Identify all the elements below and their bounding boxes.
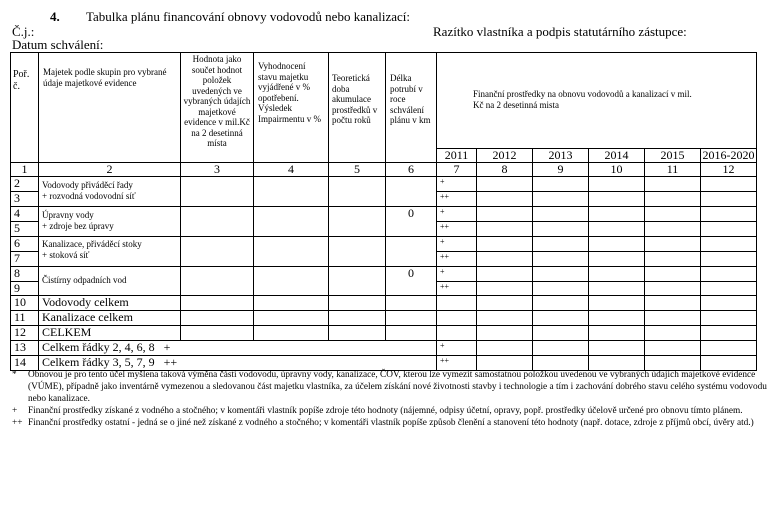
- source-mark: +: [437, 237, 477, 252]
- col-number: 5: [329, 163, 386, 177]
- col-number: 10: [589, 163, 645, 177]
- table-cell: [386, 311, 437, 326]
- year-2011: 2011: [437, 149, 477, 163]
- table-cell: [533, 296, 589, 311]
- table-cell: [533, 207, 589, 222]
- table-title: Tabulka plánu financování obnovy vodovodů nebo kanalizací:: [86, 9, 410, 24]
- table-cell: [533, 252, 589, 267]
- table-cell: [477, 207, 533, 222]
- total-water-label: Vodovody celkem: [39, 296, 181, 311]
- table-cell: [533, 341, 589, 356]
- asset-label: Kanalizace, přiváděcí stoky: [42, 239, 142, 249]
- table-cell: [329, 237, 386, 267]
- table-cell: [254, 237, 329, 267]
- table-cell: [645, 192, 701, 207]
- table-cell: [477, 296, 533, 311]
- col-number: 3: [181, 163, 254, 177]
- col-number: 2: [39, 163, 181, 177]
- table-cell: [181, 267, 254, 296]
- table-cell: [701, 296, 757, 311]
- asset-sewerage: [39, 237, 181, 267]
- table-cell: [533, 267, 589, 282]
- table-cell: [645, 267, 701, 282]
- table-cell: [533, 311, 589, 326]
- table-cell: [701, 192, 757, 207]
- footnote: [12, 369, 772, 405]
- asset-water-treatment: [39, 207, 181, 237]
- table-cell: [645, 237, 701, 252]
- row-number: 10: [11, 296, 39, 311]
- row-number: 8: [11, 267, 39, 282]
- table-cell: [645, 311, 701, 326]
- table-cell: [254, 326, 329, 341]
- col-header-value: Hodnota jako součet hodnot položek uvedených ve vybraných údajích majetkové evidence v mil.Kč na 2 desetinná místa: [181, 53, 254, 163]
- sum-rows-plus-label: Celkem řádky 2, 4, 6, 8 +: [39, 341, 437, 356]
- asset-water-supply: [39, 177, 181, 207]
- table-cell: [533, 282, 589, 296]
- row-number: 2: [11, 177, 39, 192]
- source-mark: ++: [437, 192, 477, 207]
- year-2014: 2014: [589, 149, 645, 163]
- row-number: 3: [11, 192, 39, 207]
- table-cell: [645, 222, 701, 237]
- table-cell: [645, 282, 701, 296]
- table-cell: [329, 177, 386, 207]
- table-cell: [701, 177, 757, 192]
- table-cell: [254, 311, 329, 326]
- asset-label: Úpravny vody: [42, 210, 94, 220]
- table-cell: [254, 296, 329, 311]
- table-cell: [645, 252, 701, 267]
- table-cell: [477, 267, 533, 282]
- col-header-condition: Vyhodnocení stavu majetku vyjádřené v % opotřebení. Výsledek Impairmentu v %: [254, 53, 329, 163]
- table-cell: [533, 222, 589, 237]
- table-cell: [645, 177, 701, 192]
- table-cell: [701, 311, 757, 326]
- table-cell: [589, 252, 645, 267]
- table-cell: [477, 341, 533, 356]
- asset-label: + zdroje bez úpravy: [42, 220, 114, 231]
- table-cell: [589, 237, 645, 252]
- table-cell: [589, 177, 645, 192]
- approval-date-label: Datum schválení:: [12, 37, 104, 52]
- table-cell: [533, 326, 589, 341]
- asset-label: Vodovody přiváděcí řady: [42, 180, 133, 190]
- footnote-mark: +: [12, 406, 18, 416]
- table-cell: [254, 267, 329, 296]
- table-cell: [701, 222, 757, 237]
- footnote-text: Finanční prostředky ostatní - jedná se o jiné než získané z vodného a stočného; v komentáři vlastník popíše způsob členění a stanovení této hodnoty (např. dotace, zdroje z příjmů obcí, úvěry atd.): [28, 418, 754, 428]
- table-cell: [181, 237, 254, 267]
- table-number: 4.: [50, 9, 60, 24]
- table-cell: [386, 237, 437, 267]
- footnote-mark: ++: [12, 418, 23, 428]
- footnote: [12, 405, 772, 417]
- year-2015: 2015: [645, 149, 701, 163]
- table-cell: [329, 326, 386, 341]
- table-cell: [589, 311, 645, 326]
- table-cell: [645, 296, 701, 311]
- pipe-length-value: 0: [386, 207, 437, 237]
- grand-total-label: CELKEM: [39, 326, 181, 341]
- table-cell: [589, 192, 645, 207]
- table-cell: [437, 326, 477, 341]
- pipe-length-value: 0: [386, 267, 437, 296]
- col-header-funds: [437, 53, 757, 149]
- col-number: 4: [254, 163, 329, 177]
- source-mark: +: [437, 207, 477, 222]
- table-cell: [533, 192, 589, 207]
- table-cell: [254, 207, 329, 237]
- table-cell: [701, 267, 757, 282]
- table-cell: [589, 341, 645, 356]
- asset-label: + stoková síť: [42, 249, 90, 260]
- year-2016-2020: 2016-2020: [702, 148, 755, 162]
- table-cell: [477, 192, 533, 207]
- table-cell: [329, 207, 386, 237]
- row-number: 9: [11, 282, 39, 296]
- col-number: 11: [645, 163, 701, 177]
- footnotes: [12, 369, 772, 429]
- table-cell: [437, 311, 477, 326]
- table-cell: [477, 237, 533, 252]
- table-cell: [701, 237, 757, 252]
- source-mark: +: [437, 267, 477, 282]
- table-cell: [589, 282, 645, 296]
- col-header-order: Poř. č.: [11, 53, 39, 163]
- table-cell: [181, 207, 254, 237]
- asset-wastewater-plants: Čistírny odpadních vod: [39, 267, 181, 296]
- table-cell: [701, 207, 757, 222]
- col-header-asset-group: Majetek podle skupin pro vybrané údaje majetkové evidence: [39, 53, 181, 163]
- year-2013: 2013: [533, 149, 589, 163]
- table-cell: [477, 222, 533, 237]
- total-sewer-label: Kanalizace celkem: [39, 311, 181, 326]
- table-cell: [477, 311, 533, 326]
- table-cell: [477, 326, 533, 341]
- table-cell: [181, 311, 254, 326]
- table-cell: [386, 326, 437, 341]
- table-cell: [477, 252, 533, 267]
- table-cell: [589, 222, 645, 237]
- table-cell: [181, 326, 254, 341]
- table-cell: [589, 296, 645, 311]
- row-number: 12: [11, 326, 39, 341]
- table-cell: [329, 267, 386, 296]
- row-number: 6: [11, 237, 39, 252]
- table-cell: [254, 177, 329, 207]
- table-cell: [329, 296, 386, 311]
- source-mark: ++: [437, 282, 477, 296]
- row-number: 4: [11, 207, 39, 222]
- reference-number-label: Č.j.:: [12, 24, 35, 39]
- source-mark: +: [437, 177, 477, 192]
- row-number: 7: [11, 252, 39, 267]
- col-header-accumulation: Teoretická doba akumulace prostředků v počtu roků: [329, 53, 386, 163]
- financing-plan-table: [10, 52, 757, 371]
- source-mark: ++: [437, 356, 477, 371]
- table-cell: [701, 326, 757, 341]
- table-cell: [181, 177, 254, 207]
- col-number: 6: [386, 163, 437, 177]
- source-mark: ++: [437, 252, 477, 267]
- footnote-text: Finanční prostředky získané z vodného a stočného; v komentáři vlastník popíše zdroje této hodnoty (nájemné, odpisy účetní, opravy, popř. prostředky účelově určené pro obnovu tímto plánem.: [28, 406, 743, 416]
- table-cell: [701, 341, 757, 356]
- table-cell: [589, 207, 645, 222]
- col-number: 1: [11, 163, 39, 177]
- footnote: [12, 417, 772, 429]
- table-cell: [181, 296, 254, 311]
- col-number: 9: [533, 163, 589, 177]
- year-2012: 2012: [477, 149, 533, 163]
- sum-rows-plusplus-label: Celkem řádky 3, 5, 7, 9 ++: [39, 356, 437, 371]
- table-cell: [645, 326, 701, 341]
- col-number: 7: [437, 163, 477, 177]
- source-mark: +: [437, 341, 477, 356]
- table-cell: [386, 296, 437, 311]
- row-number: 13: [11, 341, 39, 356]
- table-cell: [437, 296, 477, 311]
- table-cell: [477, 282, 533, 296]
- row-number: 14: [11, 356, 39, 371]
- stamp-signature-label: Razítko vlastníka a podpis statutárního zástupce:: [433, 24, 687, 39]
- footnote-mark: *: [12, 370, 17, 380]
- table-cell: [645, 207, 701, 222]
- col-header-pipe-length: Délka potrubí v roce schválení plánu v km: [386, 53, 437, 163]
- table-cell: [701, 282, 757, 296]
- table-cell: [329, 311, 386, 326]
- table-cell: [533, 177, 589, 192]
- table-cell: [645, 341, 701, 356]
- table-cell: [701, 252, 757, 267]
- table-cell: [589, 267, 645, 282]
- table-cell: [386, 177, 437, 207]
- col-number: 12: [701, 163, 757, 177]
- row-number: 11: [11, 311, 39, 326]
- source-mark: ++: [437, 222, 477, 237]
- asset-label: + rozvodná vodovodní síť: [42, 190, 136, 201]
- table-cell: [589, 326, 645, 341]
- col-number: 8: [477, 163, 533, 177]
- footnote-text: Obnovou je pro tento účel myšlena taková výměna části vodovodu, úpravny vody, kanalizace, ČOV, kterou lze vymezit samostatnou položkou uvedenou ve vybraných údajích majetkové evidence (VÚME), případně jako inventárně vymezenou a sledovanou část majetku vlastníka, za účelem získání nové životnosti stavby i technologie a tím i zachování dobrého stavu celého systému vodovodu nebo kanalizace.: [28, 370, 767, 404]
- table-cell: [477, 177, 533, 192]
- col-header-funds-text: Finanční prostředky na obnovu vodovodů a kanalizací v mil. Kč na 2 desetinná mista: [473, 89, 692, 110]
- table-cell: [533, 237, 589, 252]
- row-number: 5: [11, 222, 39, 237]
